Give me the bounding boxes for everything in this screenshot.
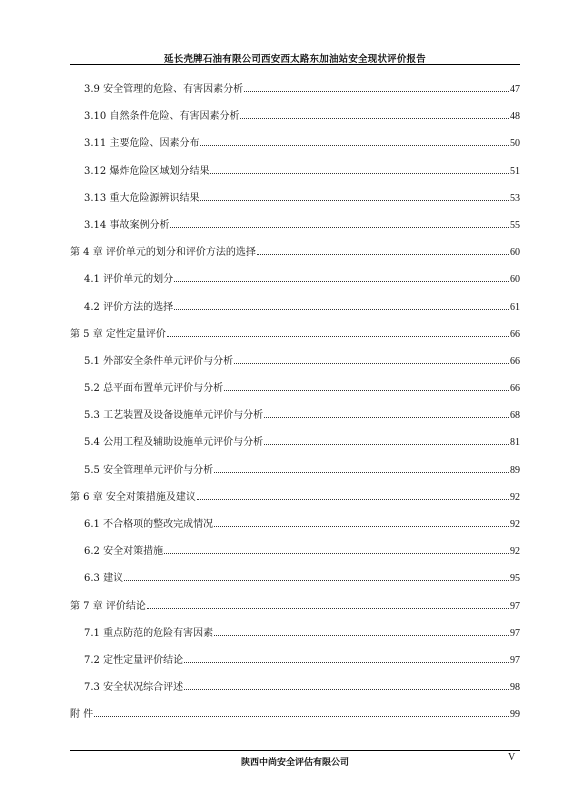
toc-dot-leader (164, 553, 509, 554)
toc-dot-leader (224, 390, 509, 391)
toc-entry-label: 7.3 安全状况综合评述 (84, 682, 184, 694)
table-of-contents (70, 80, 520, 733)
toc-entry-page-number: 92 (510, 491, 520, 503)
toc-dot-leader (184, 662, 509, 663)
toc-dot-leader (210, 173, 509, 174)
toc-entry-page-number: 66 (510, 355, 520, 367)
toc-entry-page-number: 47 (510, 84, 520, 95)
toc-section-entry[interactable] (70, 379, 520, 406)
toc-section-entry[interactable] (70, 542, 520, 569)
toc-section-entry[interactable] (70, 80, 520, 107)
toc-section-entry[interactable] (70, 352, 520, 379)
toc-section-entry[interactable] (70, 216, 520, 243)
toc-chapter-entry[interactable] (70, 705, 520, 732)
toc-entry-page-number: 98 (510, 682, 520, 694)
toc-entry-page-number: 97 (510, 600, 520, 612)
toc-dot-leader (197, 499, 509, 500)
toc-entry-label: 5.1 外部安全条件单元评价与分析 (84, 355, 234, 367)
toc-entry-page-number: 51 (510, 165, 520, 177)
toc-section-entry[interactable] (70, 189, 520, 216)
toc-entry-label: 4.2 评价方法的选择 (84, 301, 174, 313)
toc-dot-leader (214, 635, 509, 636)
toc-entry-page-number: 68 (510, 410, 520, 422)
toc-dot-leader (147, 608, 509, 609)
toc-entry-label: 第 5 章 定性定量评价 (70, 328, 166, 340)
toc-chapter-entry[interactable] (70, 597, 520, 624)
toc-entry-page-number: 60 (510, 247, 520, 259)
toc-dot-leader (214, 526, 509, 527)
toc-dot-leader (167, 336, 509, 337)
toc-entry-label: 附 件 (70, 709, 94, 721)
toc-entry-page-number: 50 (510, 138, 520, 150)
toc-dot-leader (264, 444, 509, 445)
toc-entry-label: 3.10 自然条件危险、有害因素分析 (84, 111, 240, 123)
toc-entry-page-number: 48 (510, 111, 520, 123)
toc-entry-label: 第 7 章 评价结论 (70, 600, 146, 612)
toc-entry-page-number: 61 (510, 301, 520, 313)
toc-entry-label: 6.3 建议 (84, 573, 124, 585)
toc-dot-leader (174, 309, 509, 310)
toc-section-entry[interactable] (70, 461, 520, 488)
toc-entry-page-number: 99 (510, 709, 520, 721)
toc-dot-leader (200, 200, 509, 201)
header-divider (70, 64, 520, 65)
footer-company-name: 陕西中尚安全评估有限公司 (240, 758, 349, 768)
document-header-title: 延长壳牌石油有限公司西安西太路东加油站安全现状评价报告 (164, 54, 426, 65)
toc-dot-leader (240, 118, 509, 119)
toc-section-entry[interactable] (70, 107, 520, 134)
toc-section-entry[interactable] (70, 134, 520, 161)
toc-dot-leader (170, 227, 509, 228)
toc-entry-label: 5.4 公用工程及辅助设施单元评价与分析 (84, 437, 264, 449)
toc-chapter-entry[interactable] (70, 243, 520, 270)
toc-entry-label: 第 4 章 评价单元的划分和评价方法的选择 (70, 247, 256, 259)
toc-entry-page-number: 95 (510, 573, 520, 585)
toc-dot-leader (174, 281, 509, 282)
toc-dot-leader (234, 363, 509, 364)
toc-dot-leader (264, 417, 509, 418)
toc-dot-leader (257, 254, 509, 255)
toc-section-entry[interactable] (70, 678, 520, 705)
toc-entry-page-number: 97 (510, 627, 520, 639)
toc-entry-label: 7.1 重点防范的危险有害因素 (84, 627, 214, 639)
toc-entry-label: 3.14 事故案例分析 (84, 219, 170, 231)
toc-dot-leader (214, 472, 509, 473)
toc-section-entry[interactable] (70, 651, 520, 678)
toc-entry-page-number: 89 (510, 464, 520, 476)
toc-entry-page-number: 81 (510, 437, 520, 449)
toc-entry-label: 5.3 工艺装置及设备设施单元评价与分析 (84, 410, 264, 422)
footer-divider (70, 750, 520, 751)
toc-section-entry[interactable] (70, 162, 520, 189)
toc-entry-label: 3.11 主要危险、因素分布 (84, 138, 200, 150)
toc-entry-page-number: 97 (510, 654, 520, 666)
toc-dot-leader (184, 689, 509, 690)
toc-section-entry[interactable] (70, 270, 520, 297)
toc-chapter-entry[interactable] (70, 488, 520, 515)
toc-chapter-entry[interactable] (70, 325, 520, 352)
toc-entry-label: 7.2 定性定量评价结论 (84, 654, 184, 666)
footer-page-number: V (508, 752, 516, 763)
toc-dot-leader (94, 716, 509, 717)
toc-section-entry[interactable] (70, 569, 520, 596)
toc-entry-page-number: 66 (510, 328, 520, 340)
toc-section-entry[interactable] (70, 624, 520, 651)
toc-entry-label: 第 6 章 安全对策措施及建议 (70, 491, 196, 503)
toc-section-entry[interactable] (70, 406, 520, 433)
toc-entry-label: 3.9 安全管理的危险、有害因素分析 (84, 84, 244, 95)
toc-entry-page-number: 60 (510, 274, 520, 286)
toc-entry-page-number: 53 (510, 192, 520, 204)
toc-dot-leader (244, 91, 509, 92)
toc-entry-label: 5.2 总平面布置单元评价与分析 (84, 383, 224, 395)
toc-dot-leader (200, 145, 509, 146)
toc-entry-page-number: 92 (510, 519, 520, 530)
toc-entry-label: 3.12 爆炸危险区域划分结果 (84, 165, 210, 177)
toc-entry-label: 4.1 评价单元的划分 (84, 274, 174, 286)
toc-entry-page-number: 66 (510, 383, 520, 395)
toc-entry-label: 5.5 安全管理单元评价与分析 (84, 464, 214, 476)
toc-entry-page-number: 55 (510, 219, 520, 231)
toc-section-entry[interactable] (70, 433, 520, 460)
toc-entry-label: 6.2 安全对策措施 (84, 546, 164, 558)
toc-entry-label: 6.1 不合格项的整改完成情况 (84, 519, 214, 530)
toc-entry-label: 3.13 重大危险源辨识结果 (84, 192, 200, 204)
toc-section-entry[interactable] (70, 515, 520, 542)
toc-dot-leader (124, 580, 509, 581)
toc-section-entry[interactable] (70, 298, 520, 325)
toc-entry-page-number: 92 (510, 546, 520, 558)
